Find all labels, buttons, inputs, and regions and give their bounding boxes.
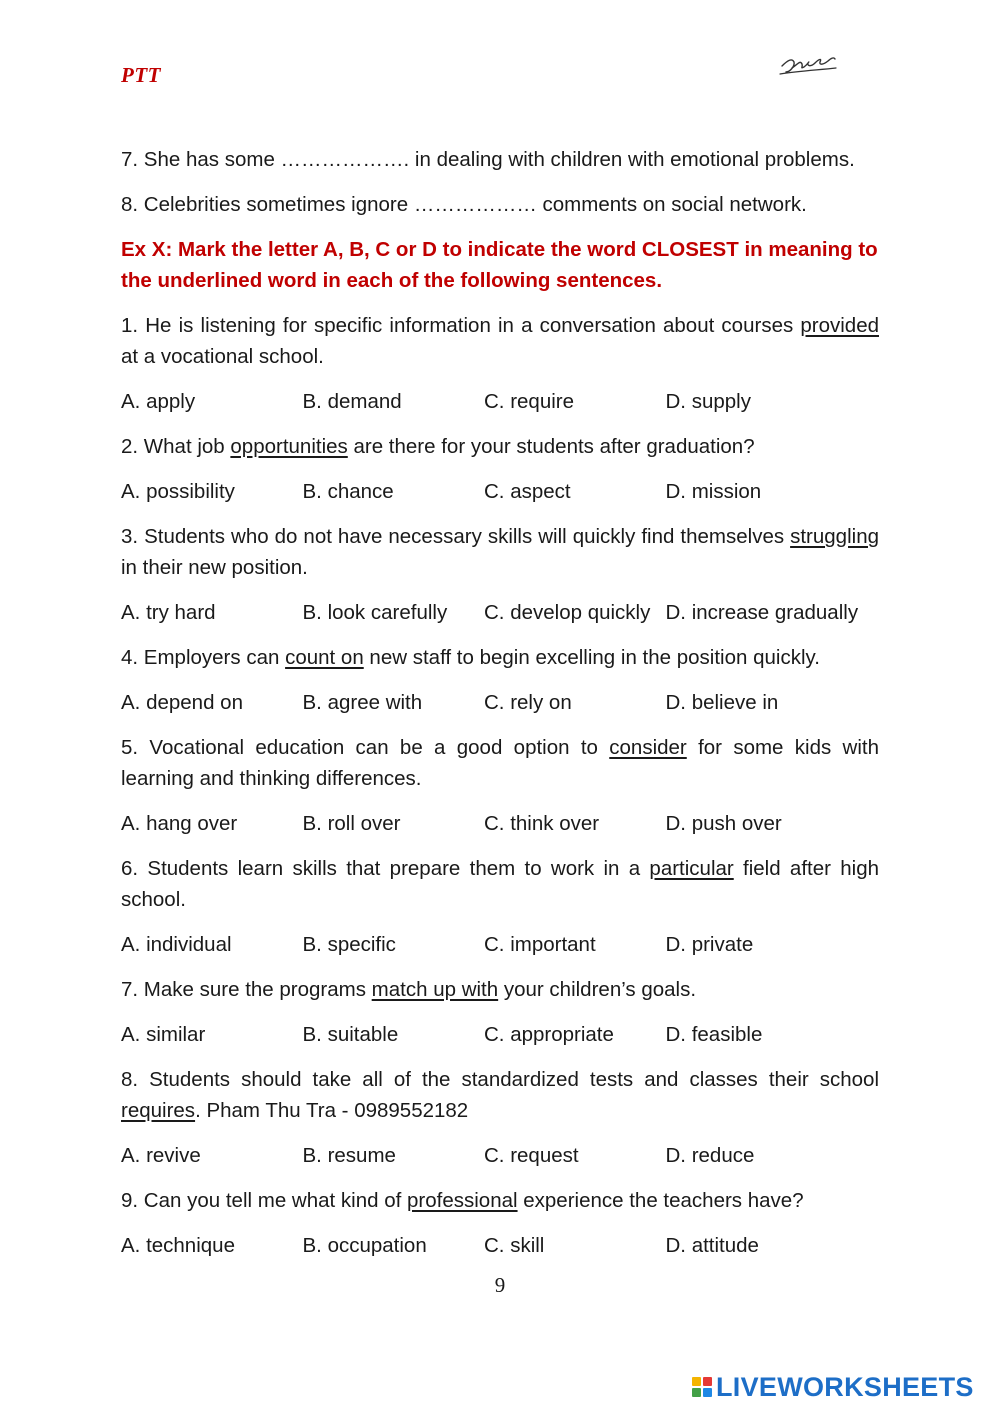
question-9 <box>121 1185 879 1216</box>
option-a[interactable]: A. try hard <box>121 601 216 624</box>
option-d[interactable]: D. attitude <box>665 1234 759 1257</box>
option-a[interactable]: A. apply <box>121 390 196 413</box>
question-5 <box>121 732 879 794</box>
option-d[interactable]: D. increase gradually <box>665 601 859 624</box>
underlined-word: opportunities <box>230 435 348 458</box>
option-c[interactable]: C. request <box>484 1144 579 1167</box>
question-3 <box>121 521 879 583</box>
question-text: new staff to begin excelling in the position quickly. <box>363 646 820 669</box>
option-d[interactable]: D. believe in <box>665 691 779 714</box>
signature-mark <box>778 46 840 80</box>
question-7 <box>121 974 879 1005</box>
option-c[interactable]: C. skill <box>484 1234 545 1257</box>
question-text: 1. He is listening for specific information in a conversation about courses <box>121 314 801 337</box>
underlined-word: provided <box>800 314 879 337</box>
underlined-word: consider <box>609 736 687 759</box>
completion-item-8: 8. Celebrities sometimes ignore ……………… comments on social network. <box>121 193 807 216</box>
question-text: 8. Students should take all of the standardized tests and classes their school <box>121 1068 879 1091</box>
page-number: 9 <box>494 1273 506 1297</box>
underlined-word: count on <box>285 646 364 669</box>
underlined-word: struggling <box>790 525 879 548</box>
option-a[interactable]: A. hang over <box>121 812 238 835</box>
option-d[interactable]: D. reduce <box>665 1144 755 1167</box>
logo-blocks-icon <box>692 1377 712 1397</box>
options-row <box>121 386 879 417</box>
liveworksheets-logo <box>692 1372 974 1402</box>
underlined-word: match up with <box>371 978 499 1001</box>
question-text: 2. What job <box>121 435 231 458</box>
question-text: in their new position. <box>121 556 308 579</box>
option-b[interactable]: B. occupation <box>302 1234 427 1257</box>
question-8 <box>121 1064 879 1126</box>
option-d[interactable]: D. mission <box>665 480 762 503</box>
option-b[interactable]: B. demand <box>302 390 402 413</box>
underlined-word: requires <box>121 1099 196 1122</box>
option-a[interactable]: A. possibility <box>121 480 235 503</box>
question-1 <box>121 310 879 372</box>
option-b[interactable]: B. agree with <box>302 691 423 714</box>
option-a[interactable]: A. individual <box>121 933 232 956</box>
option-d[interactable]: D. private <box>665 933 754 956</box>
completion-item-7: 7. She has some ………………. in dealing with children with emotional problems. <box>121 148 855 171</box>
option-b[interactable]: B. chance <box>302 480 394 503</box>
question-text: at a vocational school. <box>121 345 324 368</box>
question-4 <box>121 642 879 673</box>
option-c[interactable]: C. think over <box>484 812 600 835</box>
underlined-word: particular <box>649 857 734 880</box>
options-row <box>121 1140 879 1171</box>
question-text: 3. Students who do not have necessary skills will quickly find themselves <box>121 525 791 548</box>
question-text: are there for your students after graduation? <box>347 435 755 458</box>
question-6 <box>121 853 879 915</box>
question-text: . Pham Thu Tra - 0989552182 <box>195 1099 469 1122</box>
question-text: experience the teachers have? <box>517 1189 804 1212</box>
option-b[interactable]: B. specific <box>302 933 396 956</box>
option-c[interactable]: C. important <box>484 933 596 956</box>
options-row <box>121 687 879 718</box>
option-c[interactable]: C. require <box>484 390 575 413</box>
options-row <box>121 808 879 839</box>
underlined-word: professional <box>407 1189 518 1212</box>
option-d[interactable]: D. feasible <box>665 1023 763 1046</box>
options-row <box>121 929 879 960</box>
option-c[interactable]: C. aspect <box>484 480 571 503</box>
question-text: 7. Make sure the programs <box>121 978 372 1001</box>
question-text: for some kids with learning and thinking differences. <box>121 736 879 790</box>
question-text: 5. Vocational education can be a good option to <box>121 736 610 759</box>
options-row <box>121 1019 879 1050</box>
options-row <box>121 1230 879 1261</box>
option-b[interactable]: B. suitable <box>302 1023 399 1046</box>
question-2 <box>121 431 879 462</box>
exercise-heading: Ex X: Mark the letter A, B, C or D to indicate the word CLOSEST in meaning to the underlined word in each of the following sentences. <box>121 238 878 292</box>
option-c[interactable]: C. rely on <box>484 691 572 714</box>
question-text: 9. Can you tell me what kind of <box>121 1189 408 1212</box>
option-d[interactable]: D. push over <box>665 812 782 835</box>
option-b[interactable]: B. resume <box>302 1144 396 1167</box>
option-b[interactable]: B. look carefully <box>302 601 448 624</box>
question-text: your children’s goals. <box>498 978 697 1001</box>
question-list <box>121 310 879 1261</box>
option-a[interactable]: A. technique <box>121 1234 235 1257</box>
question-text: 6. Students learn skills that prepare them to work in a <box>121 857 650 880</box>
option-c[interactable]: C. appropriate <box>484 1023 614 1046</box>
logo-text: LIVEWORKSHEETS <box>716 1372 974 1402</box>
question-text: field after high school. <box>121 857 880 911</box>
header-brand: PTT <box>121 63 161 87</box>
option-a[interactable]: A. revive <box>121 1144 201 1167</box>
question-text: 4. Employers can <box>121 646 286 669</box>
worksheet-content <box>121 144 879 1275</box>
options-row <box>121 597 879 628</box>
option-b[interactable]: B. roll over <box>302 812 401 835</box>
option-a[interactable]: A. depend on <box>121 691 243 714</box>
option-c[interactable]: C. develop quickly <box>484 601 651 624</box>
options-row <box>121 476 879 507</box>
option-a[interactable]: A. similar <box>121 1023 206 1046</box>
option-d[interactable]: D. supply <box>665 390 751 413</box>
